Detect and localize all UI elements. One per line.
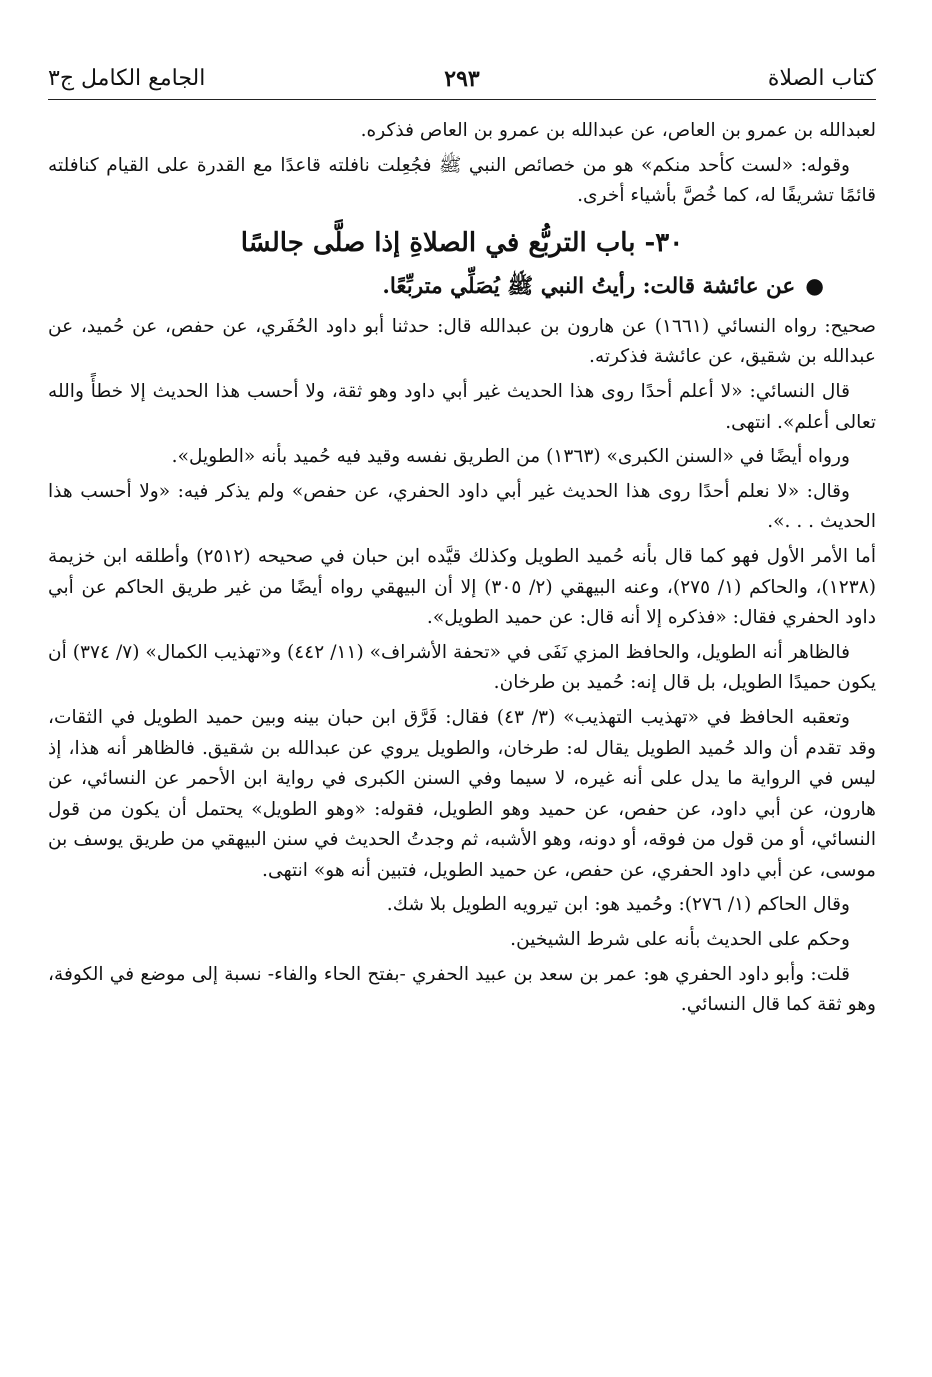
paragraph-10: وقال الحاكم (١/ ٢٧٦): وحُميد هو: ابن تيرويه الطويل بلا شك. (386, 894, 850, 916)
book-page (48, 55, 876, 1357)
paragraph-4: قال النسائي: «لا أعلم أحدًا روى هذا الحديث غير أبي داود وهو ثقة، ولا أحسب هذا الحديث إلا خطأً والله تعالى أعلم». انتهى. (48, 380, 876, 433)
paragraph-8: فالظاهر أنه الطويل، والحافظ المزي نَفَى في «تحفة الأشراف» (١١/ ٤٤٢) و«تهذيب الكمال» (٧/ ٣٧٤) أن يكون حميدًا الطويل، بل قال إنه: حُميد بن طرخان. (48, 641, 876, 694)
paragraph-5: ورواه أيضًا في «السنن الكبرى» (١٣٦٣) من الطريق نفسه وقيد فيه حُميد بأنه «الطويل». (171, 446, 850, 468)
book-volume-title: الجامع الكامل ج٣ (48, 66, 206, 91)
paragraph-3: صحيح: رواه النسائي (١٦٦١) عن هارون بن عبدالله قال: حدثنا أبو داود الحُفَري، عن حفص، عن حُميد، عن عبدالله بن شقيق، عن عائشة فذكرته. (48, 315, 876, 368)
page-number: ٢٩٣ (444, 66, 480, 92)
chapter-heading: ٣٠- باب التربُّع في الصلاةِ إذا صلَّى جالسًا (240, 227, 684, 258)
paragraph-11: وحكم على الحديث بأنه على شرط الشيخين. (510, 929, 850, 951)
paragraph-12: قلت: وأبو داود الحفري هو: عمر بن سعد بن عبيد الحفري -بفتح الحاء والفاء- نسبة إلى موضع في الكوفة، وهو ثقة كما قال النسائي. (48, 963, 876, 1016)
bullet-icon: ● (805, 273, 824, 299)
hadith-text-line (48, 268, 876, 306)
paragraph-7: أما الأمر الأول فهو كما قال بأنه حُميد الطويل وكذلك قيَّده ابن حبان في صحيحه (٢٥١٢) وأطلقه ابن خزيمة (١٢٣٨)، والحاكم (١/ ٢٧٥)، وعنه البيهقي (٢/ ٣٠٥) إلا أن البيهقي رواه أيضًا من غير طريق الحاكم عن أبي داود الحفري فقال: «فذكره إلا أنه قال: عن حميد الطويل». (48, 545, 876, 629)
paragraph-1: لعبدالله بن عمرو بن العاص، عن عبدالله بن عمرو بن العاص فذكره. (360, 120, 876, 141)
hadith-text: عن عائشة قالت: رأيتُ النبي ﷺ يُصَلِّي متربِّعًا. (382, 273, 796, 299)
paragraph-6: وقال: «لا نعلم أحدًا روى هذا الحديث غير أبي داود الحفري، عن حفص» ولم يذكر فيه: «ولا أحسب هذا الحديث . . .». (48, 480, 876, 533)
paragraph-9: وتعقبه الحافظ في «تهذيب التهذيب» (٣/ ٤٣) فقال: فَرَّق ابن حبان بينه وبين حميد الطويل في الثقات، وقد تقدم أن والد حُميد الطويل يقال له: طرخان، والطويل يروي عن عبدالله بن شقيق. فالظاهر أنه هذا، إذ ليس في الرواية ما يدل على أنه غيره، لا سيما وفي السنن الكبرى في رواية ابن الأحمر عن النسائي، عن هارون، عن أبي داود، عن حفص، عن حميد وهو الطويل، فقوله: «وهو الطويل» يحتمل أن يكون من قول النسائي، أو من قول من فوقه، أو دونه، وهو الأشبه، ثم وجدتُ الحديث في سنن البيهقي من طريق يوسف بن موسى، عن أبي داود الحفري، عن حفص، عن حميد الطويل، فتبين أنه هو» انتهى. (48, 706, 876, 881)
running-header (48, 55, 876, 100)
paragraph-2: وقوله: «لست كأحد منكم» هو من خصائص النبي ﷺ فجُعِلت نافلته قاعدًا مع القدرة على القيام كنافلته قائمًا تشريفًا له، كما خُصَّ بأشياء أخرى. (48, 154, 876, 207)
book-section-title: كتاب الصلاة (767, 66, 876, 91)
page-body (48, 100, 876, 1021)
